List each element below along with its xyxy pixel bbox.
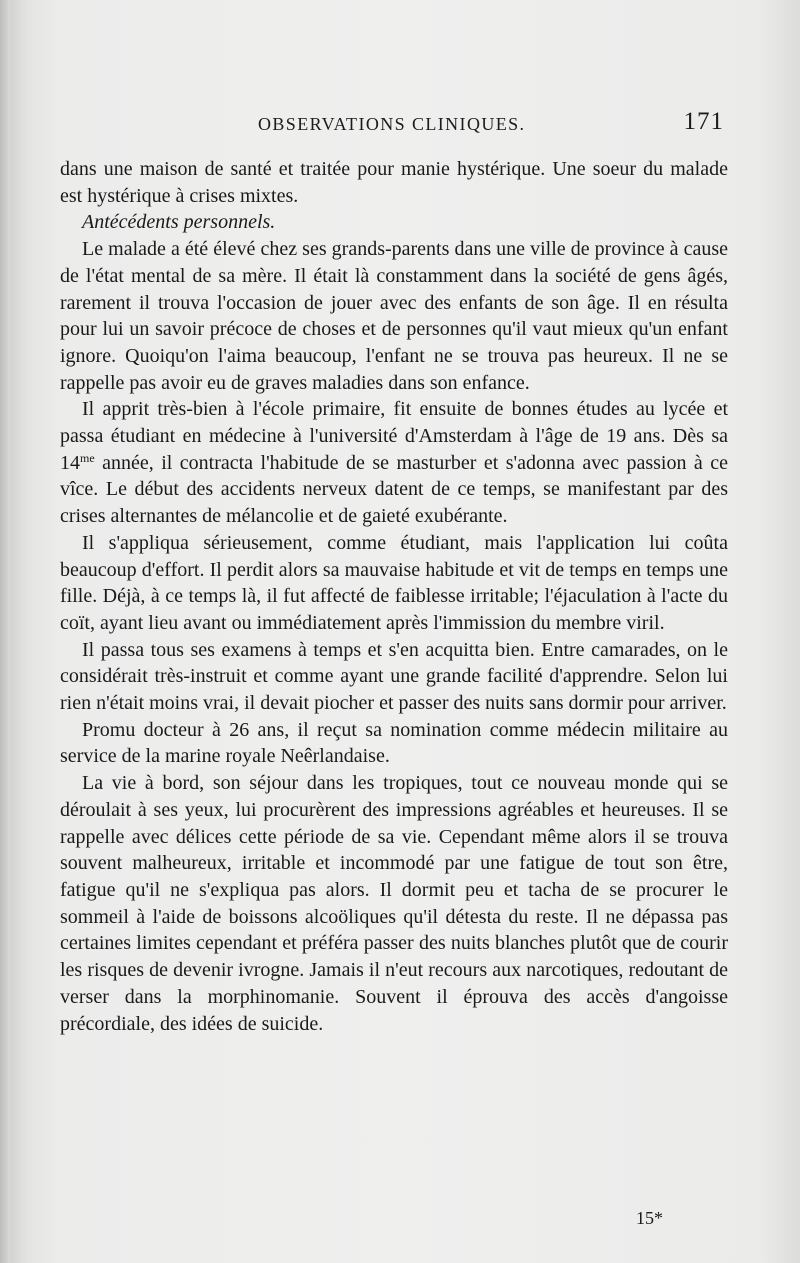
paragraph-childhood: Le malade a été élevé chez ses grands-parents dans une ville de province à cause de l'état mental de sa mère. Il était là constamment dans la société de gens âgés, rarement il trouva l'occasion de jouer avec des enfants de son âge. Il en résulta pour lui un savoir précoce de choses et de personnes qu'il vaut mieux qu'un enfant ignore. Quoiqu'on l'aima beaucoup, l'enfant ne se trouva pas heureux. Il ne se rappelle pas avoir eu de graves maladies dans son enfance. <box>60 238 728 394</box>
paragraph-exams: Il passa tous ses examens à temps et s'en acquitta bien. Entre camarades, on le considérait très-instruit et comme ayant une grande facilité d'apprendre. Selon lui rien n'était moins vrai, il devait piocher et passer des nuits sans dormir pour arriver. <box>60 638 728 715</box>
paragraph-studies-part-1: Il apprit très-bien à l'école primaire, fit ensuite de bonnes études au lycée et passa étudiant en médecine à l'université d'Amsterdam à l'âge de 19 ans. Dès sa 14 <box>60 398 728 474</box>
page-edge-shadow <box>0 0 10 1263</box>
paragraph-promotion: Promu docteur à 26 ans, il reçut sa nomination comme médecin militaire au service de la marine royale Neêrlandaise. <box>60 718 728 768</box>
body-text <box>60 156 728 1037</box>
paragraph-student-life: Il s'appliqua sérieusement, comme étudiant, mais l'application lui coûta beaucoup d'effort. Il perdit alors sa mauvaise habitude et vit de temps en temps une fille. Déjà, à ce temps là, il fut affecté de faiblesse irritable; l'éjaculation à l'acte du coït, ayant lieu avant ou immédiatement après l'immission du membre viril. <box>60 531 728 634</box>
page-number: 171 <box>683 108 724 135</box>
paragraph-studies-part-2: année, il contracta l'habitude de se masturber et s'adonna avec passion à ce vîce. Le début des accidents nerveux datent de ce temps, se manifestant par des crises alternantes de mélancolie et de gaieté exubérante. <box>60 451 728 528</box>
ordinal-superscript: me <box>80 450 95 465</box>
paragraph-continuation: dans une maison de santé et traitée pour manie hystérique. Une soeur du malade est hystérique à crises mixtes. <box>60 158 728 207</box>
paragraph-studies <box>60 396 728 530</box>
page-header <box>60 108 730 144</box>
running-head: OBSERVATIONS CLINIQUES. <box>258 114 526 134</box>
paragraph-life-on-board: La vie à bord, son séjour dans les tropiques, tout ce nouveau monde qui se déroulait à ses yeux, lui procurèrent des impressions agréables et heureuses. Il se rappelle avec délices cette période de sa vie. Cependant même alors il se trouva souvent malheureux, irritable et incommodé par une fatigue de tout son être, fatigue qu'il ne s'expliqua pas alors. Il dormit peu et tacha de se procurer le sommeil à l'aide de boissons alcoöliques qu'il détesta du reste. Il ne dépassa pas certaines limites cependant et préféra passer des nuits blanches plutôt que de courir les risques de devenir ivrogne. Jamais il n'eut recours aux narcotiques, redoutant de verser dans la morphinomanie. Souvent il éprouva des accès d'angoisse précordiale, des idées de suicide. <box>60 772 728 1035</box>
printer-signature-mark: 15* <box>636 1208 663 1228</box>
section-subheading: Antécédents personnels. <box>82 211 276 234</box>
